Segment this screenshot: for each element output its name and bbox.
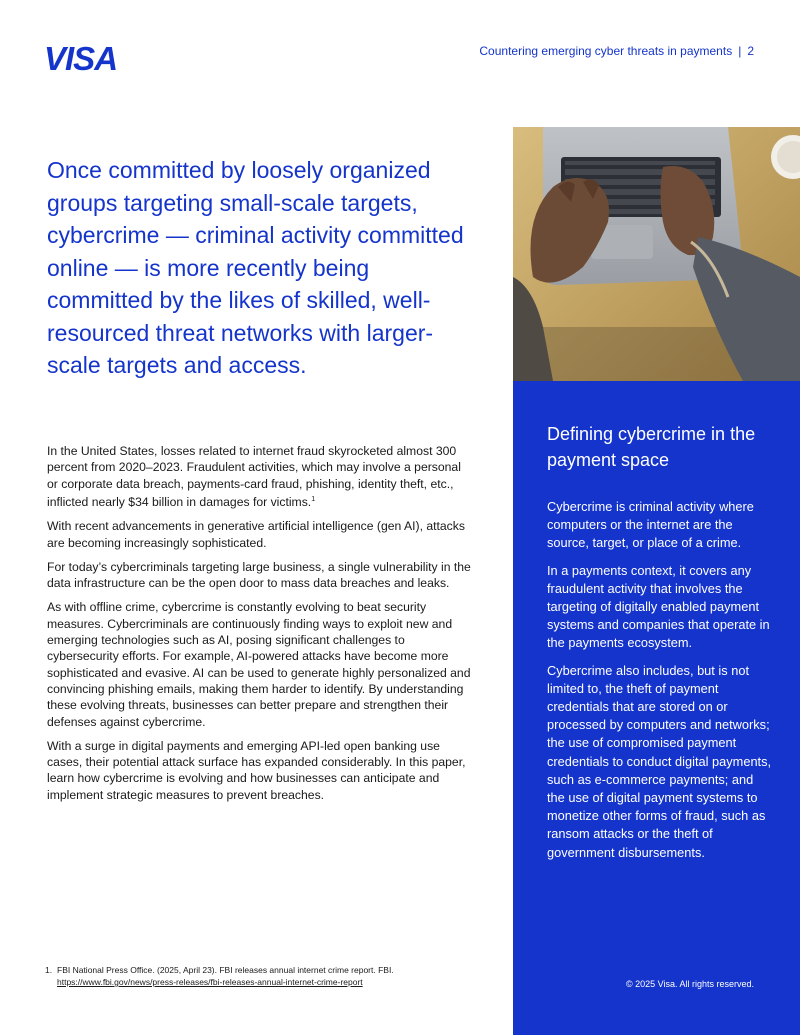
footnote-text: FBI National Press Office. (2025, April 23). FBI releases annual internet crime report. FBI. [57,965,394,975]
sidebar-title: Defining cybercrime in the payment space [547,424,756,470]
sidebar-body [547,498,772,871]
body-paragraph [47,443,472,510]
footnote-ref: 1 [311,495,316,503]
visa-logo: VISA [44,40,118,77]
copyright-notice: © 2025 Visa. All rights reserved. [625,979,754,989]
body-paragraph: For today’s cybercriminals targeting large business, a single vulnerability in the data infrastructure can be the open door to mass data breaches and leaks. [47,559,471,591]
body-paragraph-text: In the United States, losses related to internet fraud skyrocketed almost 300 percent from 2020–2023. Fraudulent activities, which may involve a personal or corporate data breach, payments-card fraud, phishing, identity theft, etc., inflicted nearly $34 billion in damages for victims. [47,444,461,509]
footnote-number: 1. [45,965,53,975]
footnote-link[interactable]: https://www.fbi.gov/news/press-releases/fbi-releases-annual-internet-crime-report [57,977,363,987]
page-number: 2 [747,44,754,58]
header-separator: | [738,44,742,58]
footnote [47,964,467,988]
body-text [47,443,472,811]
sidebar-paragraph: Cybercrime is criminal activity where computers or the internet are the source, target, or place of a crime. [547,499,754,551]
laptop-typing-photo [513,127,800,381]
body-paragraph: With a surge in digital payments and emerging API-led open banking use cases, their potential attack surface has expanded considerably. In this paper, learn how cybercrime is evolving and how businesses can anticipate and implement strategic measures to prevent breaches. [47,738,466,802]
body-paragraph: As with offline crime, cybercrime is constantly evolving to beat security measures. Cybercriminals are continuously finding ways to exploit new and emerging technologies such as AI, posing significant challenges to cybersecurity efforts. For example, AI-powered attacks have become more sophisticated and evasive. AI can be used to generate highly personalized and convincing phishing emails, making them harder to identify. By understanding these evolving threats, businesses can better prepare and strengthen their defenses against cybercrime. [47,600,471,729]
sidebar-paragraph: Cybercrime also includes, but is not limited to, the theft of payment credentials that are stored on or processed by computers and networks; the use of compromised payment credentials to conduct digital payments, such as e-commerce payments; and the use of digital payment systems to monetize other forms of fraud, such as ransom attacks or the theft of government disbursements. [547,662,772,860]
sidebar-paragraph: In a payments context, it covers any fraudulent activity that involves the targeting of digitally enabled payment systems and companies that operate in the payments ecosystem. [547,562,770,651]
definition-sidebar [513,381,800,1035]
pull-quote: Once committed by loosely organized groups targeting small-scale targets, cybercrime — criminal activity committed online — is more recently being committed by the likes of skilled, well-resourced threat networks with larger-scale targets and access. [47,157,464,378]
document-title: Countering emerging cyber threats in payments [479,44,733,58]
page-header [479,44,754,58]
body-paragraph: With recent advancements in generative artificial intelligence (gen AI), attacks are becoming increasingly sophisticated. [47,519,465,550]
